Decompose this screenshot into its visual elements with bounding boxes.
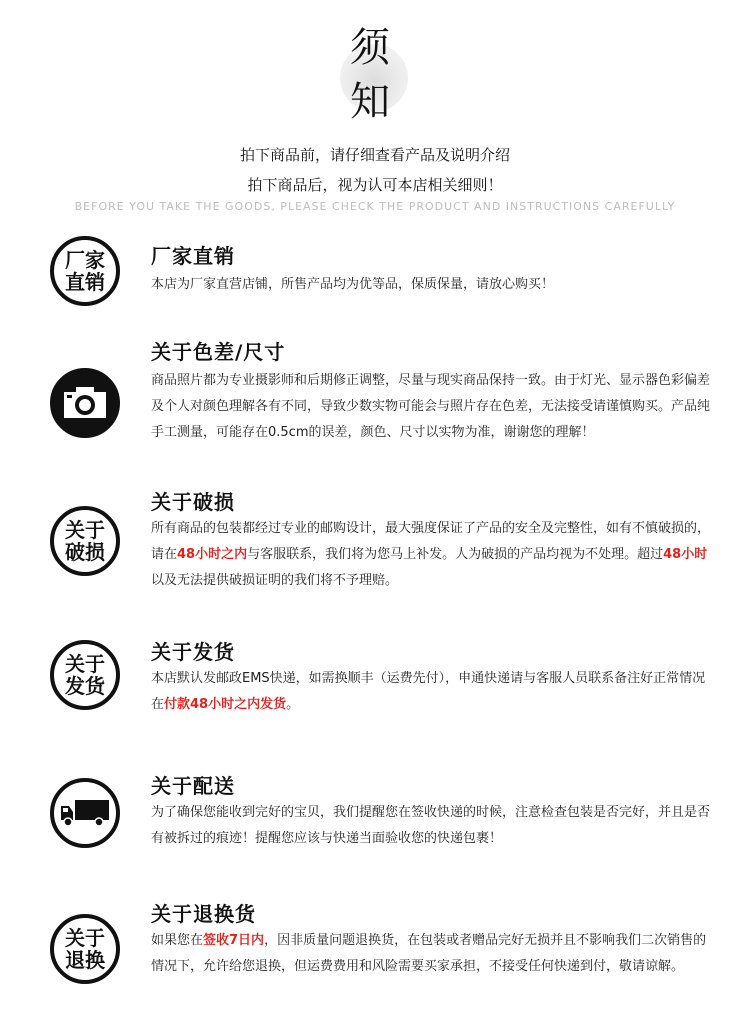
camera-icon	[50, 368, 120, 438]
highlight-7-days: 签收7日内	[203, 933, 265, 948]
section-title: 厂家直销	[151, 244, 235, 268]
text-part-2: 。	[286, 697, 300, 712]
section-delivery	[0, 766, 750, 866]
text-part-2: ，因非质量问题退换货，在包装或者赠品完好无损并且不影响我们二次销售的情况下，允许给您退换，但运费费用和风险需要买家承担，不接受任何快递到付，敬请谅解。	[151, 933, 707, 974]
badge-line-2: 直销	[65, 270, 105, 294]
intro-line-2: 拍下商品后，视为认可本店相关细则！	[247, 176, 503, 194]
badge-line-2: 退换	[65, 948, 105, 972]
badge-line-1: 厂家	[65, 248, 105, 272]
highlight-48h: 48小时之内	[177, 547, 248, 562]
intro-line-1: 拍下商品前，请仔细查看产品及说明介绍	[239, 146, 510, 164]
truck-icon-graphic	[59, 798, 111, 828]
logo-char-2: 知	[350, 79, 390, 125]
section-text: 本店为厂家直营店铺，所售产品均为优等品，保质保量，请放心购买！	[151, 277, 555, 292]
section-shipping	[0, 632, 750, 732]
section-text	[151, 928, 711, 980]
factory-direct-badge	[50, 236, 120, 306]
notice-logo	[330, 10, 420, 128]
section-text	[151, 516, 711, 594]
logo-char-1: 须	[350, 25, 390, 71]
badge-line-1: 关于	[65, 518, 105, 542]
badge-line-2: 发货	[65, 674, 105, 698]
section-factory-direct	[0, 232, 750, 322]
section-title: 关于发货	[151, 640, 235, 664]
english-subtitle: BEFORE YOU TAKE THE GOODS, PLEASE CHECK THE PRODUCT AND INSTRUCTIONS CAREFULLY	[74, 200, 676, 213]
section-color-size	[0, 332, 750, 472]
section-damage	[0, 482, 750, 602]
text-part-1: 如果您在	[151, 933, 204, 948]
text-part-2: 与客服联系，我们将为您马上补发。人为破损的产品均视为不处理。超过	[247, 547, 664, 562]
badge-line-1: 关于	[65, 926, 105, 950]
text-part-3: 以及无法提供破损证明的我们将不予理赔。	[151, 573, 399, 588]
section-title: 关于退换货	[151, 902, 256, 926]
returns-badge	[50, 914, 120, 984]
highlight-48h-short: 48小时	[663, 547, 708, 562]
section-returns	[0, 896, 750, 1016]
camera-icon-graphic	[61, 383, 109, 423]
text-part-1: 所有商品的包装都经过专业的邮购设计，最大强度保证了产品的安全及完整性，如有不慎破损的，请在	[151, 521, 711, 562]
truck-icon	[50, 778, 120, 848]
text-part-1: 本店默认发邮政EMS快递，如需换顺丰（运费先付），申通快递请与客服人员联系备注好正常情况在	[151, 671, 706, 712]
badge-line-1: 关于	[65, 652, 105, 676]
section-title: 关于色差/尺寸	[151, 340, 286, 364]
section-title: 关于破损	[151, 490, 235, 514]
badge-line-2: 破损	[65, 540, 105, 564]
damage-badge	[50, 506, 120, 576]
section-text: 为了确保您能收到完好的宝贝，我们提醒您在签收快递的时候，注意检查包装是否完好，并且是否有被拆过的痕迹！提醒您应该与快递当面验收您的快递包裹！	[151, 805, 711, 846]
section-text: 商品照片都为专业摄影师和后期修正调整，尽量与现实商品保持一致。由于灯光、显示器色彩偏差及个人对颜色理解各有不同，导致少数实物可能会与照片存在色差，无法接受请谨慎购买。产品纯手工测量，可能存在0.5cm的误差，颜色、尺寸以实物为准，谢谢您的理解！	[151, 373, 711, 440]
shipping-badge	[50, 640, 120, 710]
notice-header	[0, 0, 750, 230]
section-text	[151, 666, 711, 718]
highlight-ship-48h: 付款48小时之内发货	[164, 697, 287, 712]
section-title: 关于配送	[151, 774, 235, 798]
